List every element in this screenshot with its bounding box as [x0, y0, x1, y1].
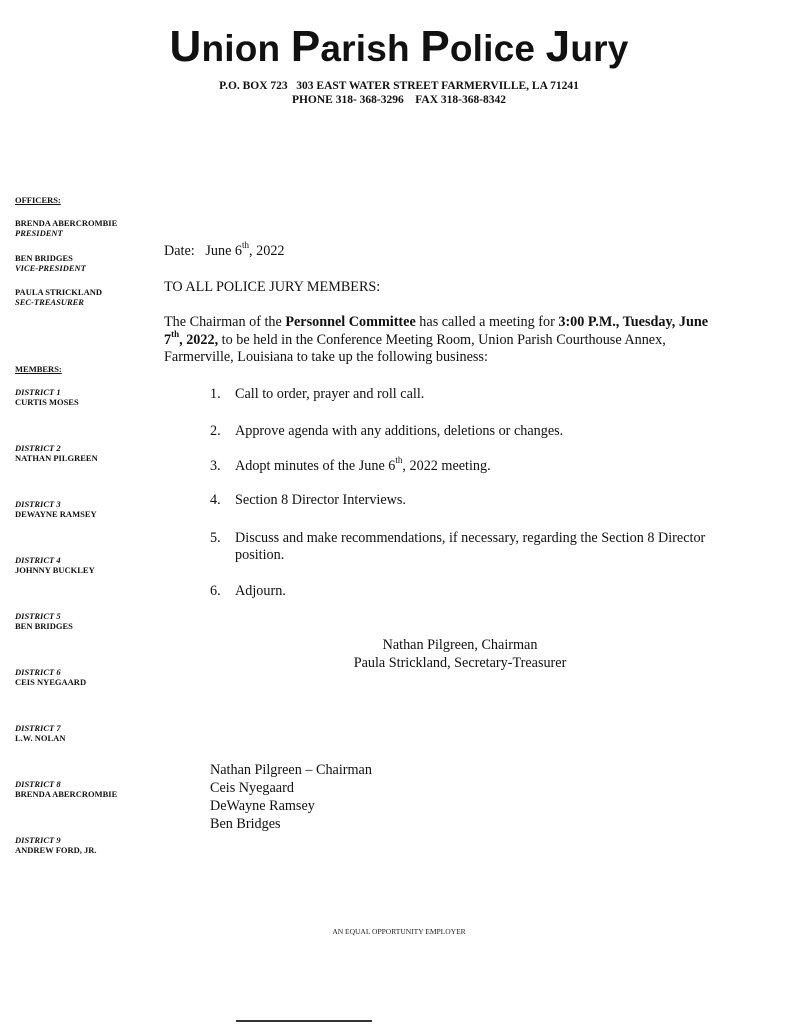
- title-rest: ury: [570, 28, 629, 69]
- member-district: DISTRICT 8: [15, 779, 61, 789]
- letterhead-address: P.O. BOX 723 303 EAST WATER STREET FARMERVILLE, LA 71241: [219, 80, 579, 92]
- agenda-number: 6.: [210, 583, 221, 599]
- member-district: DISTRICT 6: [15, 667, 61, 677]
- meeting-time: 3:00 P.M., Tuesday, June 7: [164, 314, 709, 348]
- agenda-item: Adjourn.: [235, 583, 286, 599]
- member-name: DEWAYNE RAMSEY: [15, 509, 97, 519]
- member-name: CURTIS MOSES: [15, 397, 79, 407]
- title-cap: U: [169, 22, 202, 71]
- member-district: DISTRICT 5: [15, 611, 61, 621]
- member-district: DISTRICT 7: [15, 723, 61, 733]
- officer-role: SEC-TREASURER: [15, 297, 84, 307]
- para-text-1: The Chairman of the: [164, 314, 286, 330]
- agenda-number: 5.: [210, 530, 221, 546]
- member-name: BEN BRIDGES: [15, 621, 73, 631]
- agenda-item-text: , 2022 meeting.: [402, 458, 491, 474]
- footer-eoe: AN EQUAL OPPORTUNITY EMPLOYER: [332, 927, 466, 936]
- members-heading: MEMBERS:: [15, 364, 62, 374]
- officers-heading: OFFICERS:: [15, 195, 61, 205]
- member-district: DISTRICT 4: [15, 555, 61, 565]
- date-line: [164, 240, 285, 260]
- title-rest: nion: [201, 28, 291, 69]
- agenda-item-text: Adopt minutes of the June 6: [235, 458, 396, 474]
- member-name: ANDREW FORD, JR.: [15, 845, 97, 855]
- member-name: BRENDA ABERCROMBIE: [15, 789, 118, 799]
- date-year: , 2022: [249, 243, 285, 259]
- officer-role: PRESIDENT: [15, 228, 63, 238]
- bottom-rule: [236, 1020, 372, 1022]
- signature-chairman: Nathan Pilgreen, Chairman: [382, 637, 538, 653]
- member-district: DISTRICT 3: [15, 499, 61, 509]
- agenda-number: 3.: [210, 458, 221, 474]
- agenda-number: 4.: [210, 492, 221, 508]
- officer-name: BRENDA ABERCROMBIE: [15, 218, 118, 228]
- date-label: Date:: [164, 243, 195, 259]
- date-sup: th: [242, 240, 250, 251]
- agenda-item: Discuss and make recommendations, if necessary, regarding the Section 8 Director position.: [235, 530, 706, 563]
- member-name: CEIS NYEGAARD: [15, 677, 87, 687]
- committee-member: DeWayne Ramsey: [210, 798, 315, 814]
- member-name: NATHAN PILGREEN: [15, 453, 98, 463]
- letterhead-title: [0, 22, 798, 72]
- agenda-item: Approve agenda with any additions, deletions or changes.: [235, 423, 564, 439]
- agenda-item: [235, 455, 715, 475]
- member-name: JOHNNY BUCKLEY: [15, 565, 95, 575]
- title-rest: olice: [449, 28, 546, 69]
- member-district: DISTRICT 2: [15, 443, 61, 453]
- committee-member: Ben Bridges: [210, 816, 281, 832]
- date-day: June 6: [205, 243, 243, 259]
- title-rest: arish: [320, 28, 421, 69]
- officer-name: PAULA STRICKLAND: [15, 287, 102, 297]
- title-cap: P: [420, 22, 450, 71]
- agenda-item: Section 8 Director Interviews.: [235, 492, 406, 508]
- title-cap: P: [290, 22, 321, 71]
- meeting-year: , 2022,: [179, 331, 219, 348]
- committee-name: Personnel Committee: [285, 314, 416, 330]
- agenda-item: Call to order, prayer and roll call.: [235, 386, 425, 402]
- member-name: L.W. NOLAN: [15, 733, 66, 743]
- member-district: DISTRICT 1: [15, 387, 61, 397]
- salutation: TO ALL POLICE JURY MEMBERS:: [164, 279, 381, 295]
- para-text-2: has called a meeting for: [415, 314, 559, 330]
- member-district: DISTRICT 9: [15, 835, 61, 845]
- agenda-number: 1.: [210, 386, 221, 402]
- meeting-paragraph: [164, 314, 724, 367]
- agenda-number: 2.: [210, 423, 221, 439]
- meeting-time-sup: th: [171, 328, 180, 339]
- para-text-3: to be held in the Conference Meeting Room, Union Parish Courthouse Annex, Farmerville, Louisiana to take up the following business:: [164, 331, 666, 365]
- officer-name: BEN BRIDGES: [15, 253, 73, 263]
- signature-secretary: Paula Strickland, Secretary-Treasurer: [353, 655, 567, 671]
- officer-role: VICE-PRESIDENT: [15, 263, 86, 273]
- letterhead-phone: PHONE 318- 368-3296 FAX 318-368-8342: [291, 94, 507, 106]
- committee-member: Ceis Nyegaard: [210, 780, 294, 796]
- committee-member: Nathan Pilgreen – Chairman: [210, 762, 372, 778]
- agenda-item-sup: th: [395, 455, 403, 466]
- title-cap: J: [545, 22, 571, 71]
